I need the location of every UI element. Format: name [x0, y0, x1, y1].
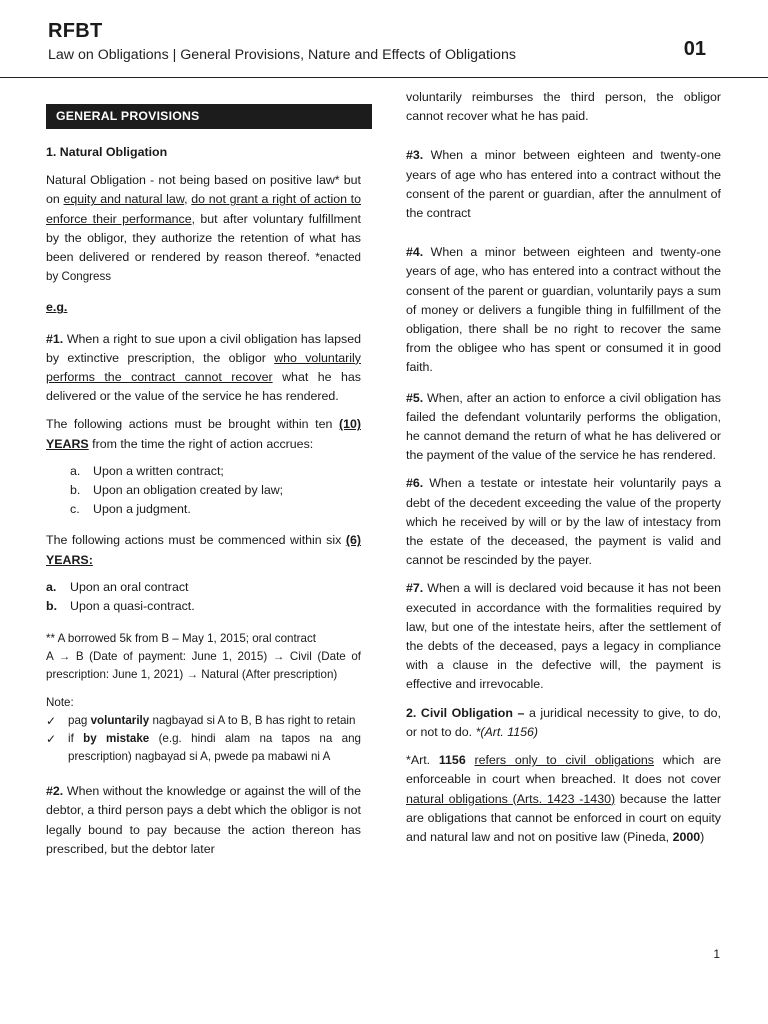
example-7: #7. When a will is declared void because it has not been executed in accordance with the formalities required by law, but one of the intestate heirs, after the settlement of the debts of the deceased, pays a legacy in compliance with a clause in the defective will, the payment is effective and irrevocable.: [406, 581, 721, 692]
ten-years-list: [46, 462, 361, 520]
civil-obligation-paragraph: 2. Civil Obligation – a juridical necessity to give, to do, or not to do. *(Art. 1156): [406, 705, 721, 739]
definition-paragraph: Natural Obligation - not being based on positive law* but on equity and natural law, do not grant a right of action to enforce their performance, but after voluntary fulfillment by the obligor, they authorize the retention of what has been delivered or rendered by reason thereof. *enacted by Congress: [46, 173, 362, 284]
right-column: [406, 88, 721, 847]
doc-subtitle: Law on Obligations | General Provisions, Nature and Effects of Obligations: [48, 47, 516, 63]
list-item: b. Upon a quasi-contract.: [46, 599, 195, 614]
page-header: [0, 0, 768, 78]
note-check-item: ✓ if by mistake (e.g. hindi alam na tapos na ang prescription) nagbayad si A, pwede pa mabawi ni A: [46, 730, 361, 766]
six-years-list: [46, 578, 361, 616]
eg-label: e.g.: [46, 300, 68, 315]
list-item: a. Upon an oral contract: [46, 579, 189, 594]
checkmark-icon: ✓: [46, 714, 57, 729]
note-block: [46, 694, 361, 766]
example-5: #5. When, after an action to enforce a civil obligation has failed the defendant voluntarily performs the obligation, he cannot demand the return of what he has delivered or the payment of the value of the service he has rendered.: [406, 390, 721, 463]
note-label: Note:: [46, 696, 74, 710]
example-2: #2. When without the knowledge or against the will of the debtor, a third person pays a debt which the obligor is not legally bound to pay because the action thereon has prescribed, but the debtor later: [46, 784, 361, 856]
page-code: 01: [683, 38, 706, 60]
example-4: #4. When a minor between eighteen and twenty-one years of age, who has entered into a contract without the consent of the parent or guardian, voluntarily pays a sum of money or delivers a fungible thing in fulfillment of the obligation, there shall be no right to recover the same from the obligee who has spent or consumed it in good faith.: [406, 245, 721, 375]
checkmark-icon: ✓: [46, 732, 57, 747]
list-item: a. Upon a written contract;: [70, 463, 224, 478]
page-number: 1: [713, 947, 720, 961]
art-1156-paragraph: *Art. 1156 refers only to civil obligations which are enforceable in court when breached. It does not cover natural obligations (Arts. 1423 -1430) because the latter are obligations that cannot be enforced in court on equity and natural law and not on positive law (Pineda, 2000): [406, 753, 721, 844]
six-years-paragraph: The following actions must be commenced within six (6) YEARS:: [46, 533, 361, 567]
example-1: #1. When a right to sue upon a civil obligation has lapsed by extinctive prescription, the obligor who voluntarily performs the contract cannot recover what he has delivered or the value of the service he has rendered.: [46, 331, 361, 404]
doc-code: RFBT: [48, 20, 103, 42]
example-6: #6. When a testate or intestate heir voluntarily pays a debt of the decedent exceeding the value of the property which he received by will or by the law of intestacy from the estate of the deceased, the payment is valid and cannot be rescinded by the payer.: [406, 476, 721, 568]
heading-natural-obligation: 1. Natural Obligation: [46, 145, 168, 159]
example-3: #3. When a minor between eighteen and twenty-one years of age who has entered into a contract without the consent of the parent or guardian, after the annulment of the contract: [406, 148, 721, 221]
list-item: b. Upon an obligation created by law;: [70, 483, 284, 498]
note-check-item: ✓ pag voluntarily nagbayad si A to B, B has right to retain: [46, 714, 356, 729]
section-title: GENERAL PROVISIONS: [46, 104, 372, 129]
example-illustration: ** A borrowed 5k from B – May 1, 2015; oral contract A → B (Date of payment: June 1, 2015) → Civil (Date of prescription: June 1, 2021) → Natural (After prescription): [46, 632, 361, 682]
list-item: c. Upon a judgment.: [70, 502, 191, 517]
example-2-continued: voluntarily reimburses the third person, the obligor cannot recover what he has paid.: [406, 90, 721, 124]
ten-years-paragraph: The following actions must be brought within ten (10) YEARS from the time the right of action accrues:: [46, 417, 361, 451]
left-column: [46, 88, 361, 859]
